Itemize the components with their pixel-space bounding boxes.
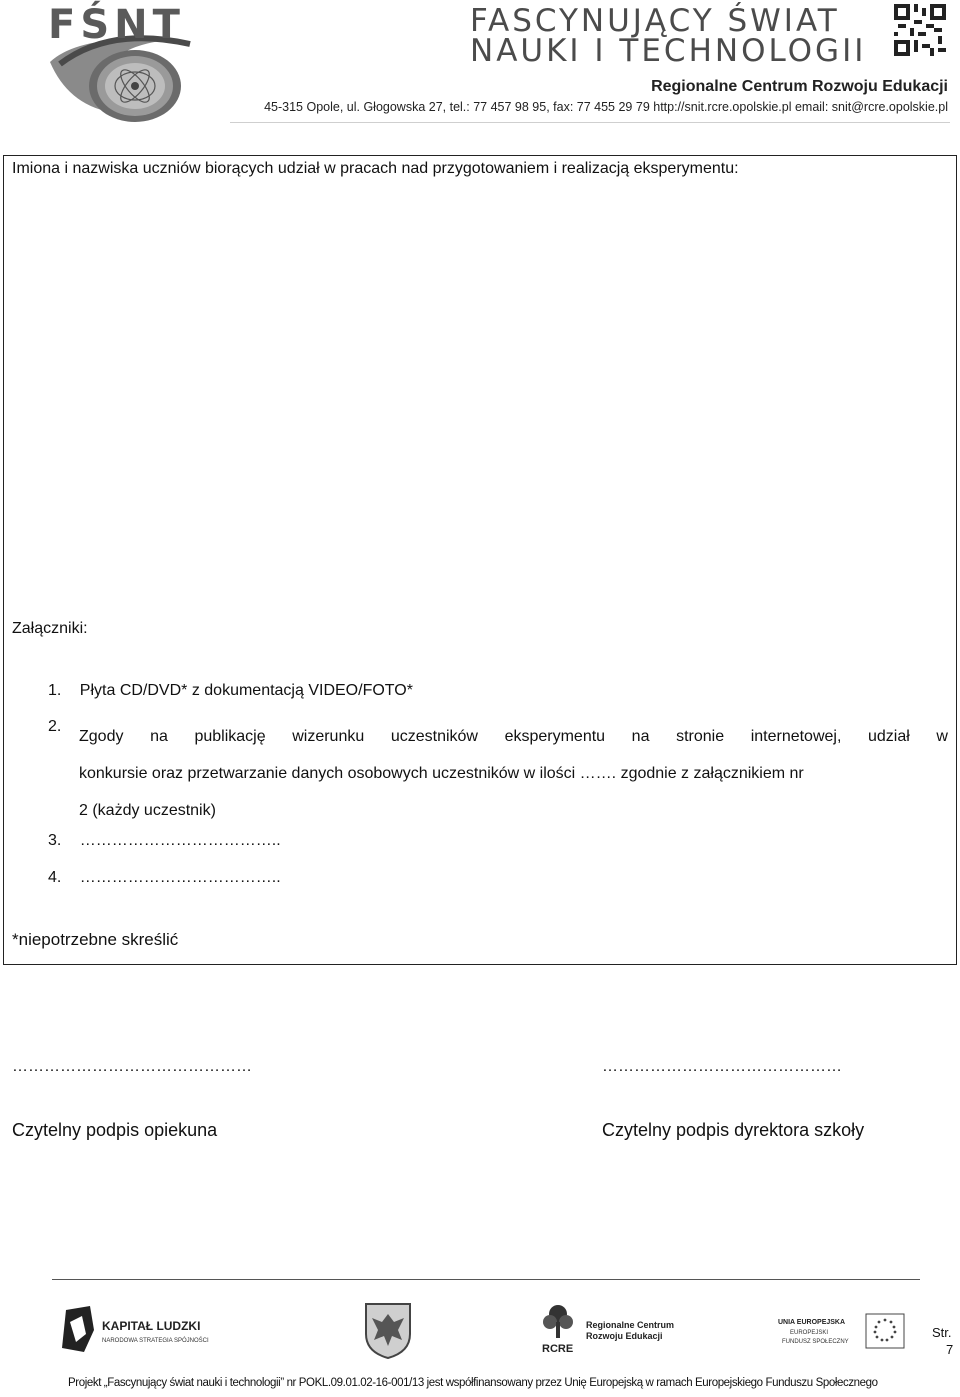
participants-names-label: Imiona i nazwiska uczniów biorących udział w pracach nad przygotowaniem i realizacją eksperymentu: bbox=[12, 160, 739, 177]
item-blank: ……………………………….. bbox=[79, 869, 281, 886]
rcre-line1: Regionalne Centrum bbox=[586, 1320, 675, 1330]
guardian-signature-label: Czytelny podpis opiekuna bbox=[12, 1120, 218, 1140]
footer-divider bbox=[52, 1279, 920, 1280]
kl-title: KAPITAŁ LUDZKI bbox=[102, 1319, 201, 1333]
item-text-line1: Zgody na publikację wizerunku uczestników eksperymentu na stronie internetowej, udział w bbox=[79, 728, 948, 745]
director-signature-line: ……………………………………… bbox=[602, 1058, 842, 1075]
opolskie-coat-of-arms-icon bbox=[362, 1300, 414, 1360]
rcre-line2: Rozwoju Edukacji bbox=[586, 1331, 663, 1341]
attachment-item-3 bbox=[48, 832, 281, 850]
program-title-line1: FASCYNUJĄCY ŚWIAT bbox=[470, 3, 840, 39]
item-blank: ……………………………….. bbox=[79, 832, 281, 849]
rcre-logo bbox=[540, 1300, 680, 1360]
item-text-line2: konkursie oraz przetwarzanie danych osobowych uczestników w ilości ……. zgodnie z załącznikiem nr bbox=[79, 765, 804, 782]
item-text-line3: 2 (każdy uczestnik) bbox=[79, 802, 216, 819]
center-name: Regionalne Centrum Rozwoju Edukacji bbox=[651, 78, 948, 95]
page-number: 7 bbox=[946, 1342, 954, 1357]
address-line: 45-315 Opole, ul. Głogowska 27, tel.: 77 457 98 95, fax: 77 455 29 79 http://snit.rcre.opolskie.pl email: snit@rcre.opolskie.pl bbox=[264, 100, 948, 114]
attachment-item-4 bbox=[48, 869, 281, 887]
page-label: Str. bbox=[932, 1325, 952, 1340]
ue-line2: EUROPEJSKI bbox=[790, 1330, 829, 1336]
item-number: 2. bbox=[48, 718, 62, 735]
ue-line1: UNIA EUROPEJSKA bbox=[778, 1319, 846, 1326]
kl-subtitle: NARODOWA STRATEGIA SPÓJNOŚCI bbox=[102, 1338, 209, 1344]
project-funding-text: Projekt „Fascynujący świat nauki i technologii” nr POKL.09.01.02-16-001/13 jest współfinansowany przez Unię Europejską w ramach Europejskiego Funduszu Społecznego bbox=[68, 1377, 878, 1389]
logo-text: FŚNT bbox=[48, 2, 185, 48]
rcre-abbr: RCRE bbox=[542, 1343, 574, 1355]
header-divider bbox=[230, 122, 950, 123]
program-title-line2: NAUKI I TECHNOLOGII bbox=[470, 33, 867, 69]
footnote: *niepotrzebne skreślić bbox=[12, 930, 179, 949]
attachments-label: Załączniki: bbox=[12, 620, 88, 637]
item-text: Płyta CD/DVD* z dokumentacją VIDEO/FOTO* bbox=[79, 682, 413, 699]
item-number: 3. bbox=[48, 832, 62, 849]
ue-line3: FUNDUSZ SPOŁECZNY bbox=[782, 1339, 849, 1345]
eu-logo bbox=[776, 1310, 908, 1352]
director-signature-label: Czytelny podpis dyrektora szkoły bbox=[602, 1120, 865, 1140]
kapital-ludzki-logo bbox=[56, 1302, 216, 1358]
attachment-item-1 bbox=[48, 682, 413, 700]
item-number: 4. bbox=[48, 869, 62, 886]
qr-code-icon bbox=[894, 4, 946, 56]
item-number: 1. bbox=[48, 682, 62, 699]
attachment-item-2 bbox=[48, 718, 948, 829]
guardian-signature-line: ……………………………………… bbox=[12, 1058, 252, 1075]
